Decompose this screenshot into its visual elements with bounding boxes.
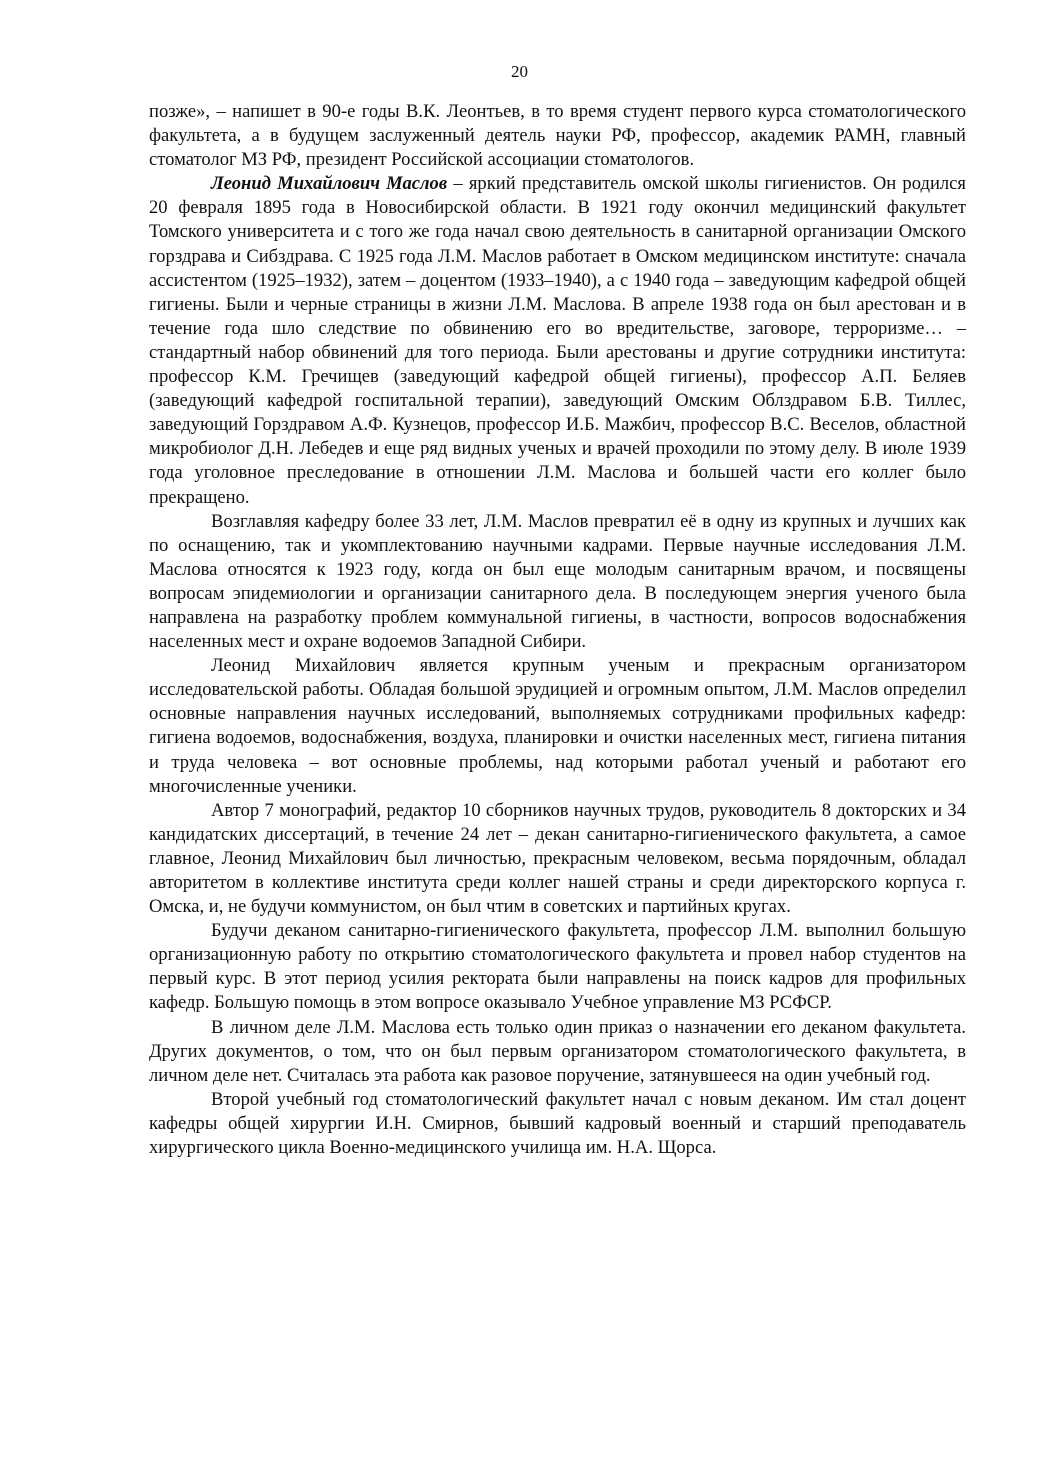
paragraph-6-text: Будучи деканом санитарно-гигиенического факультета, профессор Л.М. выполнил большую организационную работу по открытию стоматологического факультета и провел набор студентов на первый курс. В этот период усилия ректората были направлены на поиск кадров для профильных кафедр. Большую помощь в этом вопросе оказывало Учебное управление МЗ РСФСР. — [149, 920, 966, 1014]
paragraph-5-text: Автор 7 монографий, редактор 10 сборников научных трудов, руководитель 8 докторских и 34 кандидатских диссертаций, в течение 24 лет – декан санитарно-гигиенического факультета, а самое главное, Леонид Михайлович был личностью, прекрасным человеком, весьма порядочным, обладал авторитетом в коллективе института среди коллег нашей страны и среди директорского корпуса г. Омска, и, не будучи коммунистом, он был чтим в советских и партийных кругах. — [149, 799, 966, 918]
paragraph-2-text: – яркий представитель омской школы гигиенистов. Он родился 20 февраля 1895 года в Новосибирской области. В 1921 году окончил медицинский факультет Томского университета и с того же года начал свою деятельность в санитарной организации Омского горздрава и Сибздрава. С 1925 года Л.М. Маслов работает в Омском медицинском институте: сначала ассистентом (1925–1932), затем – доцентом (1933–1940), а с 1940 года – заведующим кафедрой общей гигиены. Были и черные страницы в жизни Л.М. Маслова. В апреле 1938 года он был арестован и в течение года шло следствие по обвинению его во вредительстве, заговоре, терроризме… – стандартный набор обвинений для того периода. Были арестованы и другие сотрудники института: профессор К.М. Гречищев (заведующий кафедрой общей гигиены), профессор А.П. Беляев (заведующий кафедрой госпитальной терапии), заведующий Омским Облздравом Б.В. Тиллес, заведующий Горздравом А.Ф. Кузнецов, профессор И.Б. Мажбич, профессор В.С. Веселов, областной микробиолог Д.Н. Лебедев и еще ряд видных ученых и врачей проходили по этому делу. В июле 1939 года уголовное преследование в отношении Л.М. Маслова и большей части его коллег было прекращено. — [149, 173, 966, 508]
paragraph-6 — [149, 919, 966, 1015]
paragraph-1-text: позже», – напишет в 90-е годы В.К. Леонтьев, в то время студент первого курса стоматологического факультета, а в будущем заслуженный деятель науки РФ, профессор, академик РАМН, главный стоматолог МЗ РФ, президент Российской ассоциации стоматологов. — [149, 101, 966, 171]
paragraph-1 — [149, 100, 966, 172]
paragraph-8-text: Второй учебный год стоматологический факультет начал с новым деканом. Им стал доцент кафедры общей хирургии И.Н. Смирнов, бывший кадровый военный и старший преподаватель хирургического цикла Военно-медицинского училища им. Н.А. Щорса. — [149, 1088, 966, 1159]
page-number: 20 — [511, 62, 528, 81]
paragraph-3-text: Возглавляя кафедру более 33 лет, Л.М. Маслов превратил её в одну из крупных и лучших как по оснащению, так и укомплектованию научными кадрами. Первые научные исследования Л.М. Маслова относятся к 1923 году, когда он был еще молодым санитарным врачом, и посвящены вопросам эпидемиологии и организации санитарного дела. В последующем энергия ученого была направлена на разработку проблем коммунальной гигиены, в частности, вопросов водоснабжения населенных мест и охране водоемов Западной Сибири. — [149, 510, 966, 653]
paragraph-7 — [149, 1016, 966, 1088]
paragraph-4 — [149, 654, 966, 799]
paragraph-2 — [149, 172, 966, 509]
paragraph-5 — [149, 799, 966, 919]
paragraph-8 — [149, 1088, 966, 1160]
paragraph-4-text: Леонид Михайлович является крупным ученым и прекрасным организатором исследовательской работы. Обладая большой эрудицией и огромным опытом, Л.М. Маслов определил основные направления научных исследований, выполняемых сотрудниками профильных кафедр: гигиена водоемов, водоснабжения, воздуха, планировки и очистки населенных мест, гигиена питания и труда человека – вот основные проблемы, над которыми работал ученый и работают его многочисленные ученики. — [149, 655, 966, 797]
paragraph-3 — [149, 510, 966, 655]
paragraph-2-lead-name: Леонид Михайлович Маслов — [211, 173, 448, 195]
paragraph-7-text: В личном деле Л.М. Маслова есть только один приказ о назначении его деканом факультета. Других документов, о том, что он был первым организатором стоматологического факультета, в личном деле нет. Считалась эта работа как разовое поручение, затянувшееся на один учебный год. — [149, 1016, 966, 1086]
document-body — [149, 100, 966, 1160]
